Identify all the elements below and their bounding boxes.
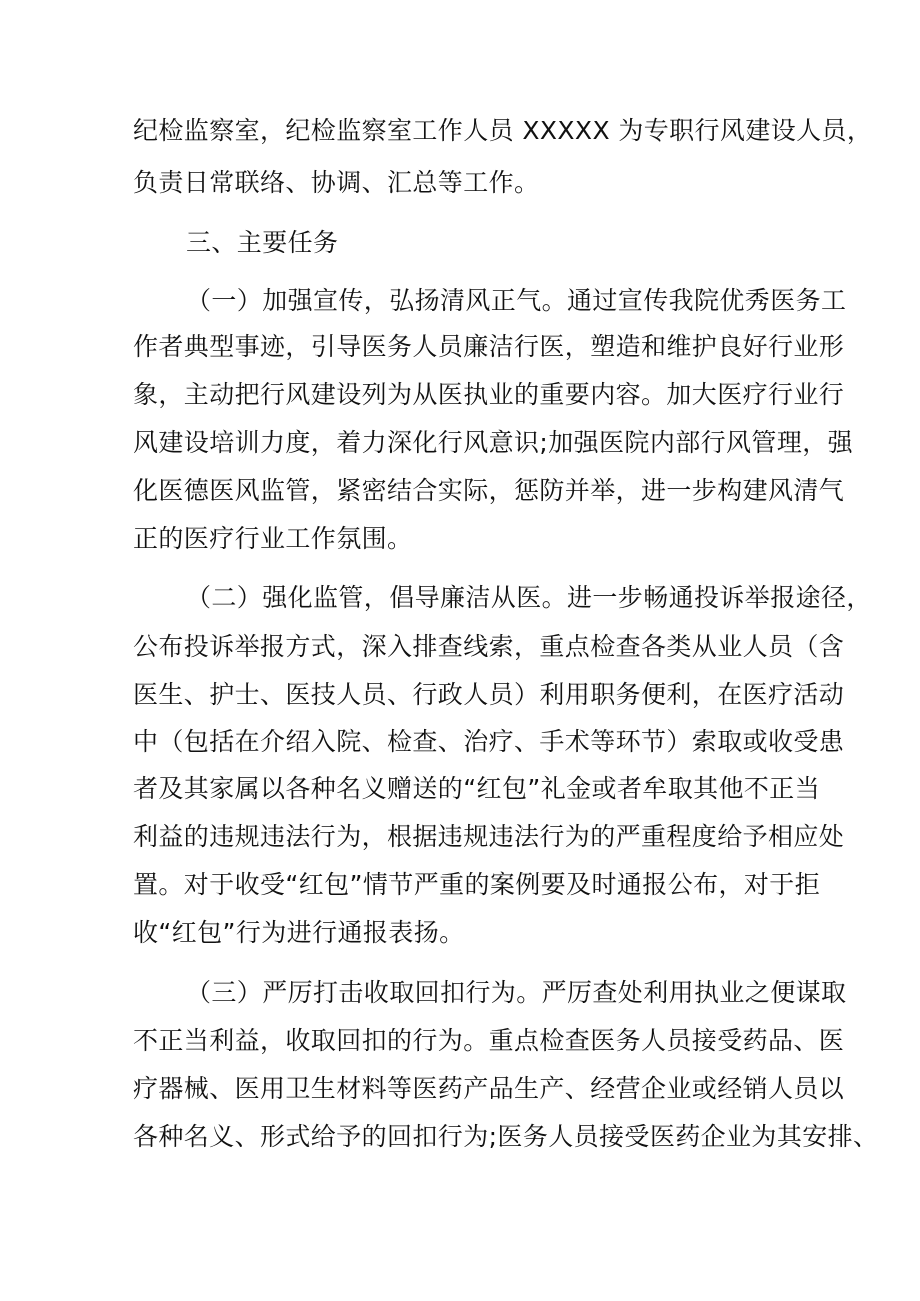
paragraph-line: 化医德医风监管，紧密结合实际，惩防并举，进一步构建风清气 <box>133 476 845 505</box>
paragraph-line: （一）加强宣传，弘扬清风正气。通过宣传我院优秀医务工 <box>186 286 847 315</box>
paragraph-line: 风建设培训力度，着力深化行风意识;加强医院内部行风管理，强 <box>133 428 854 457</box>
paragraph-line: 正的医疗行业工作氛围。 <box>133 524 413 553</box>
paragraph-line: 各种名义、形式给予的回扣行为;医务人员接受医药企业为其安排、 <box>133 1122 879 1151</box>
paragraph-line: 象，主动把行风建设列为从医执业的重要内容。加大医疗行业行 <box>133 380 845 409</box>
paragraph-line: 不正当利益，收取回扣的行为。重点检查医务人员接受药品、医 <box>133 1026 845 1055</box>
paragraph-line: 公布投诉举报方式，深入排查线索，重点检查各类从业人员（含 <box>133 632 845 661</box>
paragraph-line: 中（包括在介绍入院、检查、治疗、手术等环节）索取或收受患 <box>133 727 845 756</box>
section-heading: 三、主要任务 <box>186 228 339 257</box>
paragraph-line: 医生、护士、医技人员、行政人员）利用职务便利，在医疗活动 <box>133 680 845 709</box>
paragraph-line: 者及其家属以各种名义赠送的“红包”礼金或者牟取其他不正当 <box>133 774 821 803</box>
paragraph-line: （二）强化监管，倡导廉洁从医。进一步畅通投诉举报途径， <box>186 583 872 612</box>
paragraph-line: 收“红包”行为进行通报表扬。 <box>133 918 465 947</box>
paragraph-line: 疗器械、医用卫生材料等医药产品生产、经营企业或经销人员以 <box>133 1074 845 1103</box>
paragraph-line: 负责日常联络、协调、汇总等工作。 <box>133 168 540 197</box>
paragraph-line: 利益的违规违法行为，根据违规违法行为的严重程度给予相应处 <box>133 822 845 851</box>
paragraph-line: （三）严厉打击收取回扣行为。严厉查处利用执业之便谋取 <box>186 978 847 1007</box>
paragraph-line: 作者典型事迹，引导医务人员廉洁行医，塑造和维护良好行业形 <box>133 332 845 361</box>
paragraph-line: 置。对于收受“红包”情节严重的案例要及时通报公布，对于拒 <box>133 870 821 899</box>
paragraph-line: 纪检监察室，纪检监察室工作人员 XXXXX 为专职行风建设人员， <box>133 116 873 145</box>
